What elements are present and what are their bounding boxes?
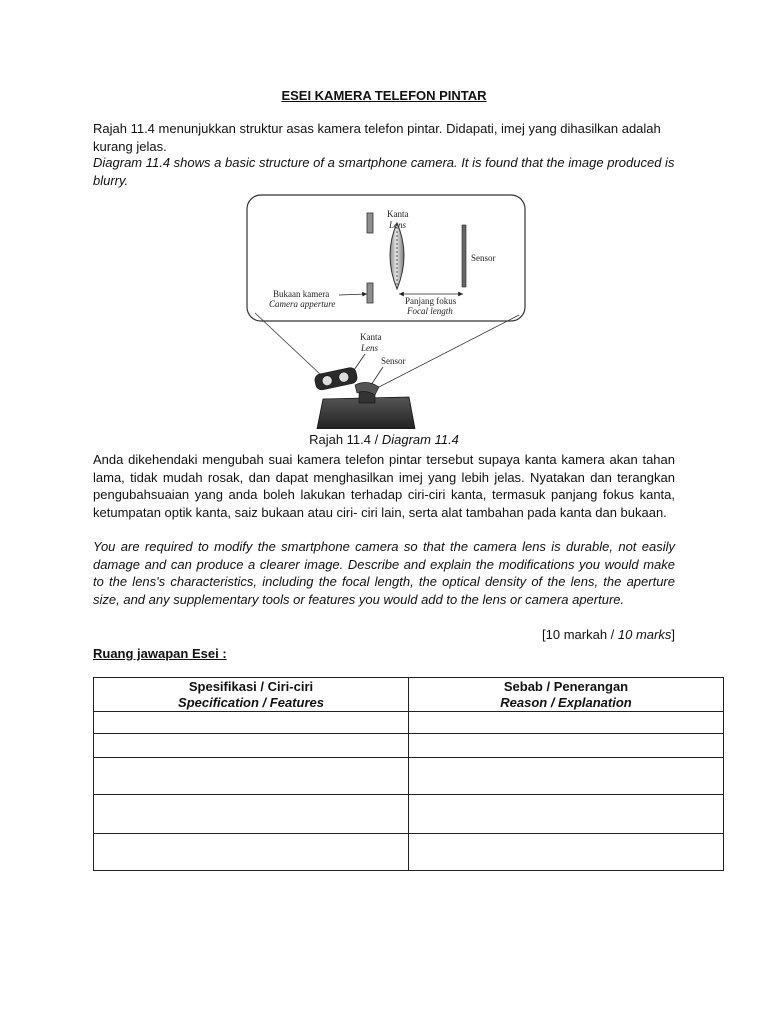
figure-caption	[0, 432, 768, 447]
table-row	[94, 734, 724, 758]
focal-label-en: Focal length	[407, 306, 453, 316]
answer-table	[93, 677, 724, 871]
aperture-plate-top	[367, 213, 373, 233]
lens2-label-en: Lens	[361, 343, 379, 353]
lens-label-my: Kanta	[387, 209, 409, 219]
header-reason	[409, 678, 724, 712]
table-row	[94, 758, 724, 795]
sensor-plate	[462, 225, 466, 287]
callout-line-left	[255, 313, 321, 375]
lens2-label-my: Kanta	[360, 332, 382, 342]
lens-label-en: Lens	[389, 220, 407, 230]
header-reason-my: Sebab / Penerangan	[503, 679, 629, 694]
question-english: You are required to modify the smartphone camera so that the camera lens is durable, not easily damage and can produce a clearer image. Describe and explain the modifications you would make to the lens's characteristics, including the focal length, the optical density of the lens, the aperture size, and any supplementary tools or features you would add to the lens or camera aperture.	[93, 539, 675, 607]
sensor2-pointer	[371, 367, 383, 385]
intro-english: Diagram 11.4 shows a basic structure of a smartphone camera. It is found that the image produced is blurry.	[93, 155, 675, 188]
caption-english: Diagram 11.4	[381, 432, 459, 447]
aperture-plate-bottom	[367, 283, 373, 303]
answer-cell-reason[interactable]	[409, 712, 724, 734]
table-row	[94, 834, 724, 871]
page-title: ESEI KAMERA TELEFON PINTAR	[281, 88, 487, 103]
answer-cell-specification[interactable]	[94, 734, 409, 758]
answer-cell-specification[interactable]	[94, 712, 409, 734]
answer-cell-reason[interactable]	[409, 795, 724, 834]
camera-module	[314, 367, 358, 391]
header-specification-en: Specification / Features	[178, 694, 324, 710]
answer-cell-specification[interactable]	[94, 795, 409, 834]
answer-cell-specification[interactable]	[94, 758, 409, 795]
caption-malay: Rajah 11.4 /	[309, 432, 382, 447]
table-row	[94, 712, 724, 734]
question-malay: Anda dikehendaki mengubah suai kamera telefon pintar tersebut supaya kanta kamera akan tahan lama, tidak mudah rosak, dan dapat menghasilkan imej yang lebih jelas. Nyatakan dan terangkan pengubahsuaian yang anda boleh lakukan terhadap ciri-ciri kanta, termasuk panjang fokus kanta, ketumpatan optik kanta, saiz bukaan atau ciri- ciri lain, serta alat tambahan pada kanta dan bukaan.	[93, 452, 675, 520]
aperture-label-en: Camera apperture	[269, 299, 336, 309]
marks-allocation	[542, 627, 675, 642]
marks-bracket: ]	[671, 627, 675, 642]
camera-diagram	[237, 193, 529, 429]
answer-space-label: Ruang jawapan Esei :	[93, 646, 227, 661]
aperture-label-my: Bukaan kamera	[273, 289, 330, 299]
answer-cell-reason[interactable]	[409, 734, 724, 758]
intro-malay: Rajah 11.4 menunjukkan struktur asas kamera telefon pintar. Didapati, imej yang dihasilkan adalah kurang jelas.	[93, 121, 661, 154]
answer-table-header	[94, 678, 724, 712]
callout-line-right	[379, 315, 519, 387]
header-specification-my: Spesifikasi / Ciri-ciri	[188, 679, 314, 694]
sensor-label: Sensor	[471, 253, 496, 263]
marks-english: 10 marks	[617, 627, 672, 642]
header-reason-en: Reason / Explanation	[500, 694, 632, 710]
sensor2-label: Sensor	[381, 356, 406, 366]
table-row	[94, 795, 724, 834]
answer-cell-reason[interactable]	[409, 758, 724, 795]
marks-malay: [10 markah /	[542, 627, 618, 642]
answer-cell-reason[interactable]	[409, 834, 724, 871]
header-specification	[94, 678, 409, 712]
answer-cell-specification[interactable]	[94, 834, 409, 871]
focal-label-my: Panjang fokus	[405, 296, 457, 306]
